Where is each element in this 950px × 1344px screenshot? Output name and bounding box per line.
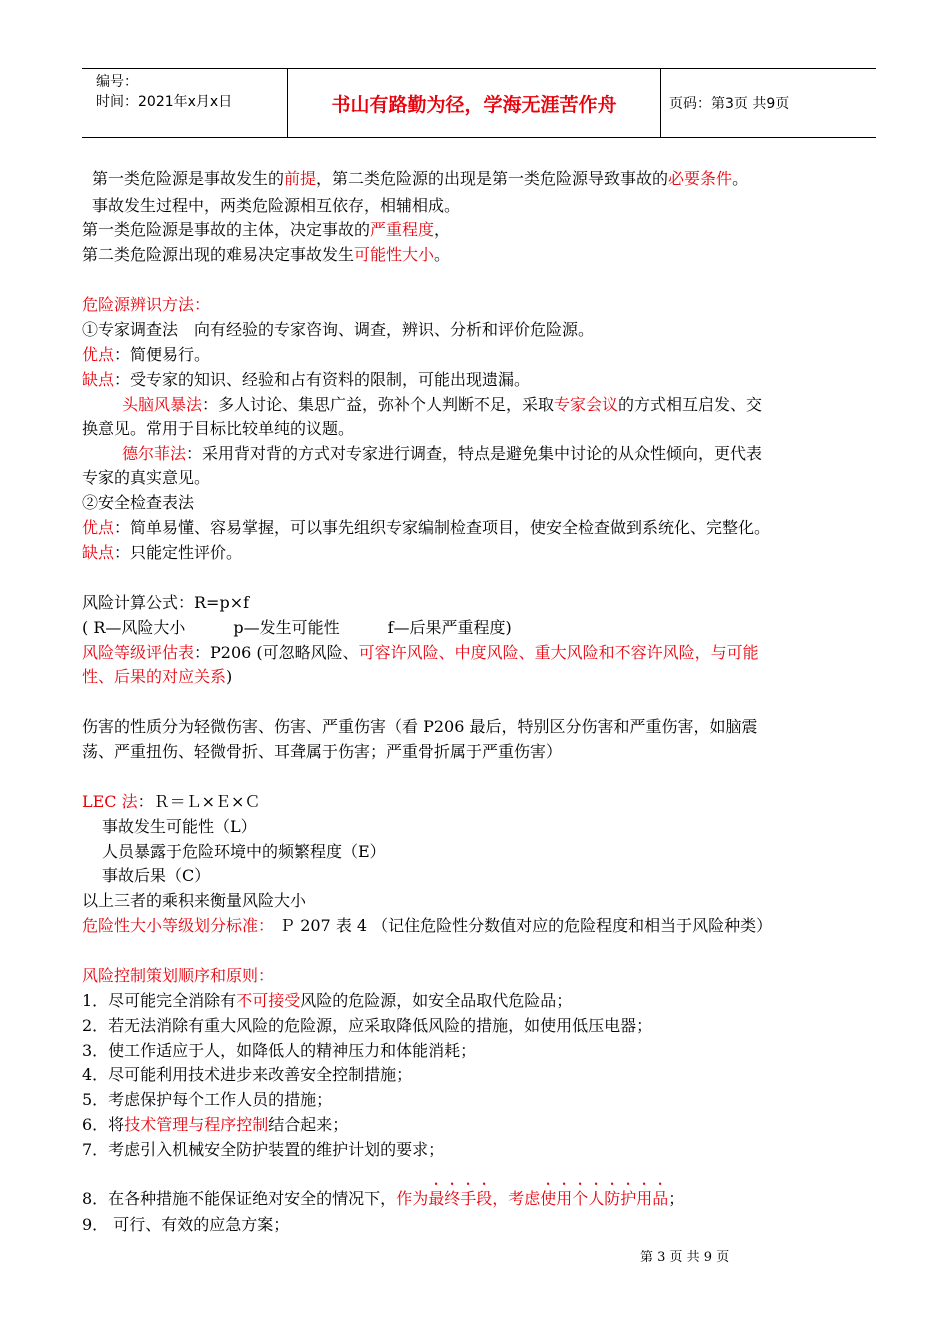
doc-time: 时间：2021年x月x日 xyxy=(96,94,233,110)
highlight-text: 必要条件 xyxy=(668,169,733,188)
header-motto: 书山有路勤为径，学海无涯苦作舟 xyxy=(287,69,661,137)
risk-formula: 风险计算公式：R=p×f xyxy=(82,593,250,612)
control-item-1: 1．尽可能完全消除有不可接受风险的危险源，如安全品取代危险品； xyxy=(82,991,573,1010)
page-footer: 第 3 页 共 9 页 xyxy=(640,1250,730,1265)
control-item-4: 4．尽可能利用技术进步来改善安全控制措施； xyxy=(82,1065,413,1084)
lec-l: 事故发生可能性（L） xyxy=(102,817,257,836)
method-1: ①专家调查法 向有经验的专家咨询、调查，辨识、分析和评价危险源。 xyxy=(82,320,595,339)
section-title-control: 风险控制策划顺序和原则： xyxy=(82,966,275,985)
method-2-advantage: 优点：简单易懂、容易掌握，可以事先组织专家编制检查项目，使安全检查做到系统化、完整化。 xyxy=(82,518,771,537)
method-1-disadvantage: 缺点：受专家的知识、经验和占有资料的限制，可能出现遗漏。 xyxy=(82,370,531,389)
page-header xyxy=(82,68,876,138)
delphi-line-2: 专家的真实意见。 xyxy=(82,468,211,487)
lec-e: 人员暴露于危险环境中的频繁程度（E） xyxy=(102,842,386,861)
risk-eval-line-1: 风险等级评估表：P206 (可忽略风险、可容许风险、中度风险、重大风险和不容许风险，与可能 xyxy=(82,643,759,662)
control-item-2: 2．若无法消除有重大风险的危险源，应采取降低风险的措施，如使用低压电器； xyxy=(82,1016,653,1035)
lec-summary: 以上三者的乘积来衡量风险大小 xyxy=(82,891,307,910)
highlight-text: 严重程度 xyxy=(370,220,435,239)
risk-eval-line-2: 性、后果的对应关系) xyxy=(82,667,233,686)
delphi-line-1: 德尔菲法：采用背对背的方式对专家进行调查，特点是避免集中讨论的从众性倾向，更代表 xyxy=(122,444,763,463)
paragraph-2: 事故发生过程中，两类危险源相互依存，相辅相成。 xyxy=(92,196,461,215)
method-2-disadvantage: 缺点：只能定性评价。 xyxy=(82,543,243,562)
section-title-methods: 危险源辨识方法： xyxy=(82,295,211,314)
method-2: ②安全检查表法 xyxy=(82,493,195,512)
highlight-text: 可能性大小 xyxy=(354,245,435,264)
highlight-text: 前提 xyxy=(284,169,317,188)
paragraph-1: 第一类危险源是事故发生的前提，第二类危险源的出现是第一类危险源导致事故的必要条件。 xyxy=(92,169,749,188)
lec-formula: LEC 法：Ｒ＝Ｌ×Ｅ×Ｃ xyxy=(82,792,261,811)
lec-c: 事故后果（C） xyxy=(102,866,211,885)
paragraph-4: 第二类危险源出现的难易决定事故发生可能性大小。 xyxy=(82,245,451,264)
brainstorm-line-1: 头脑风暴法：多人讨论、集思广益，弥补个人判断不足，采取专家会议的方式相互启发、交 xyxy=(122,395,763,414)
control-item-9: 9． 可行、有效的应急方案； xyxy=(82,1215,290,1234)
harm-line-2: 荡、严重扭伤、轻微骨折、耳聋属于伤害；严重骨折属于严重伤害） xyxy=(82,742,563,761)
control-item-3: 3．使工作适应于人，如降低人的精神压力和体能消耗； xyxy=(82,1041,477,1060)
risk-legend: ( R—风险大小 p—发生可能性 f—后果严重程度) xyxy=(82,618,512,637)
emphasis-text: 最终手段 xyxy=(428,1189,493,1208)
control-item-8: 8．在各种措施不能保证绝对安全的情况下，作为最终手段，考虑使用个人防护用品； xyxy=(82,1189,685,1208)
control-item-6: 6．将技术管理与程序控制结合起来； xyxy=(82,1115,349,1134)
lec-standard: 危险性大小等级划分标准： Ｐ 207 表 4 （记住危险性分数值对应的危险程度和相当于风险种类） xyxy=(82,916,773,935)
harm-line-1: 伤害的性质分为轻微伤害、伤害、严重伤害（看 P206 最后，特别区分伤害和严重伤害，如脑震 xyxy=(82,717,758,736)
doc-number-label: 编号： xyxy=(96,74,138,90)
header-meta xyxy=(82,69,287,137)
control-item-7: 7．考虑引入机械安全防护装置的维护计划的要求； xyxy=(82,1140,445,1159)
header-page-info: 页码：第3页 共9页 xyxy=(669,96,790,112)
control-item-5: 5．考虑保护每个工作人员的措施； xyxy=(82,1090,333,1109)
paragraph-3: 第一类危险源是事故的主体，决定事故的严重程度， xyxy=(82,220,451,239)
emphasis-text: 使用个人防护用品 xyxy=(540,1189,669,1208)
method-1-advantage: 优点：简便易行。 xyxy=(82,345,211,364)
brainstorm-line-2: 换意见。常用于目标比较单纯的议题。 xyxy=(82,419,355,438)
